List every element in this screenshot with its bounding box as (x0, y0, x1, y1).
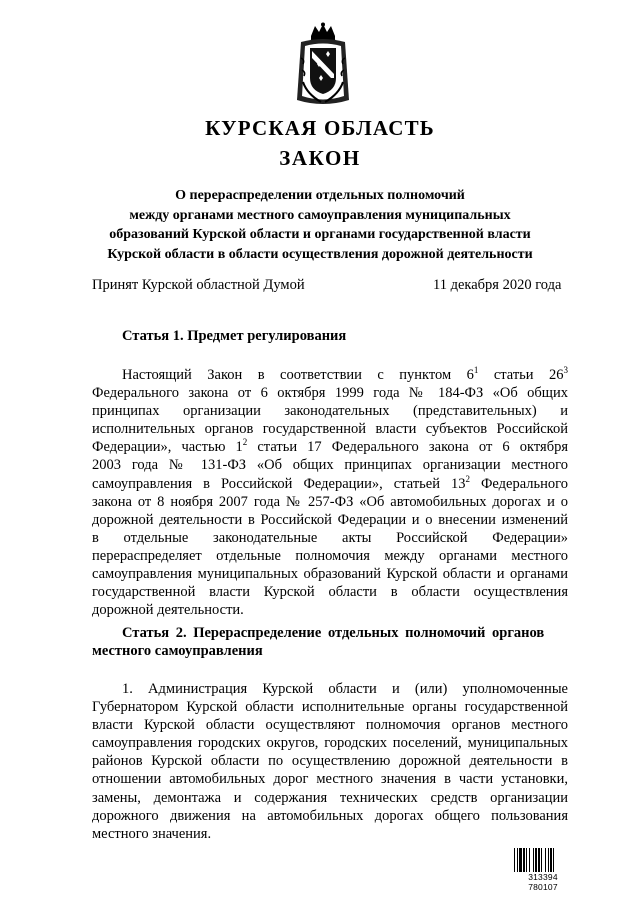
text-line: Федерации», частью $1^2$ статьи 17 Федерального закона от 6 октября (92, 437, 568, 456)
text-line: 1. Администрация Курской области и (или) уполномоченные (122, 681, 568, 697)
text-line: Губернатором Курской области исполнительные органы государственной (92, 699, 568, 716)
superscript: 2 (242, 437, 248, 448)
text-line: 2003 года № 131-ФЗ «Об общих принципах организации местного (92, 457, 568, 474)
article-2-paragraph (92, 680, 568, 843)
document-type: ЗАКОН (279, 146, 361, 170)
text-line: дорожной деятельности в Российской Федерации и о внесении изменений (92, 511, 568, 528)
heading-line: Статья 2. Перераспределение отдельных полномочий органов (122, 625, 545, 641)
text-line: самоуправления городских округов, городских поселений, муниципальных (92, 735, 568, 752)
text-line: местного значения. (92, 825, 212, 842)
article-1-heading: Статья 1. Предмет регулирования (122, 328, 347, 344)
text-line: районов Курской области по осуществлению дорожной деятельности в (92, 753, 568, 770)
text-line: власти Курской области осуществляют полномочия органов местного (92, 717, 568, 734)
heading-line: местного самоуправления (92, 643, 263, 659)
superscript: 3 (563, 365, 568, 375)
text-line: самоуправления муниципальных образований Курской области и органами (92, 566, 568, 583)
region-name: КУРСКАЯ ОБЛАСТЬ (205, 116, 435, 140)
text-line: замены, демонтажа и содержания технических средств организации (92, 789, 568, 806)
law-title-line: образований Курской области и органами государственной власти (109, 227, 531, 242)
law-title (60, 186, 580, 264)
text-line: Федерального закона от 6 октября 1999 года № 184-ФЗ «Об общих (92, 385, 568, 402)
text-line: закона от 8 ноября 2007 года № 257-ФЗ «Об автомобильных дорогах и о (92, 493, 568, 510)
text-line: принципах организации законодательных (представительных) и (92, 403, 568, 420)
law-title-line: Курской области в области осуществления дорожной деятельности (107, 246, 533, 262)
barcode-number: 313394 780107 (513, 872, 573, 892)
article-1-paragraph (92, 366, 568, 619)
superscript: 1 (473, 365, 479, 375)
text-line: самоуправления в Российской Федерации», статьей $13^2$ Федерального (92, 473, 568, 492)
law-title-line: О перераспределении отдельных полномочий (175, 188, 465, 203)
coat-of-arms-icon (293, 22, 353, 110)
law-title-line: между органами местного самоуправления муниципальных (129, 207, 511, 223)
superscript: 2 (465, 473, 470, 484)
text-line: Настоящий Закон в соответствии с пунктом $6^1$ статьи $26^3$ (122, 365, 568, 383)
article-2-heading (92, 624, 568, 660)
text-line: отношении автомобильных дорог местного значения в части установки, (92, 771, 568, 788)
text-line: в отдельные законодательные акты Российской Федерации» (92, 529, 568, 546)
text-line: перераспределяет отдельные полномочия между органами местного (92, 547, 568, 564)
text-line: дорожной деятельности. (92, 602, 244, 619)
text-line: государственной власти Курской области в области осуществления (92, 584, 568, 601)
adoption-date: 11 декабря 2020 года (433, 277, 562, 293)
adopted-by: Принят Курской областной Думой (92, 277, 305, 293)
text-line: исполнительных органов государственной власти субъектов Российской (92, 421, 568, 438)
text-line: дорожного движения на автомобильных дорогах общего пользования (92, 807, 568, 824)
